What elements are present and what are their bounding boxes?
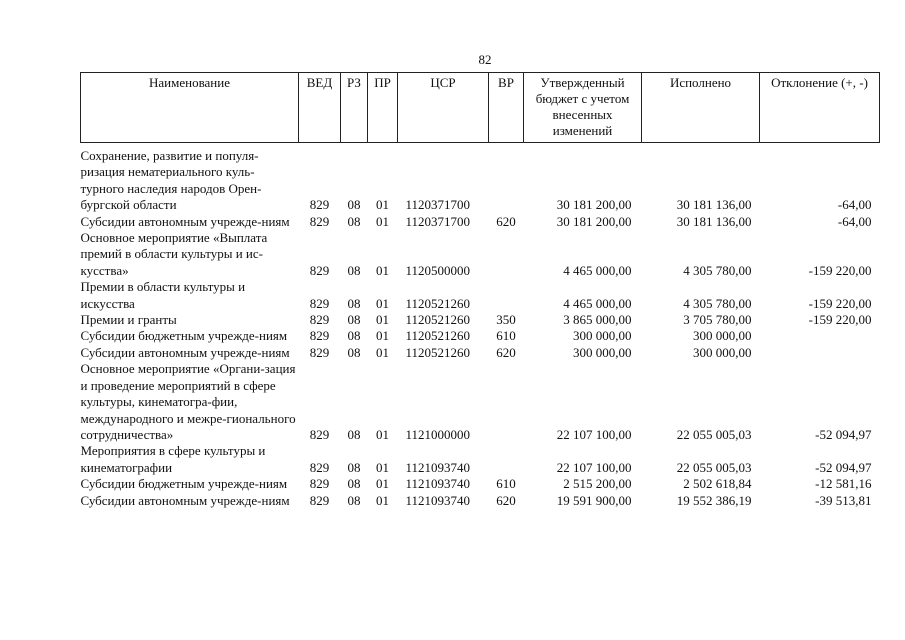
row-executed: 22 055 005,03 <box>676 426 752 442</box>
row-csr: 1120371700 <box>405 213 471 229</box>
row-deviation: -64,00 <box>837 197 872 213</box>
row-executed: 300 000,00 <box>693 344 752 360</box>
row-csr: 1120500000 <box>405 262 471 278</box>
row-approved: 22 107 100,00 <box>556 426 632 442</box>
budget-table <box>80 72 880 509</box>
header-name: Наименование <box>81 73 299 143</box>
row-name: Основное мероприятие «Выплата премий в области культуры и ис-кусства» <box>80 230 268 278</box>
row-pr: 01 <box>376 328 389 344</box>
table-row <box>81 476 880 492</box>
row-executed: 22 055 005,03 <box>676 459 752 475</box>
row-csr: 1121093740 <box>405 492 471 508</box>
row-ved: 829 <box>309 492 330 508</box>
row-rz: 08 <box>347 459 361 475</box>
row-pr: 01 <box>376 459 389 475</box>
row-csr: 1120521260 <box>405 328 471 344</box>
row-pr: 01 <box>376 476 389 492</box>
table-row <box>81 328 880 344</box>
row-ved: 829 <box>309 262 330 278</box>
row-ved: 829 <box>309 344 330 360</box>
row-ved: 829 <box>309 213 330 229</box>
row-approved: 300 000,00 <box>573 344 632 360</box>
row-csr: 1120521260 <box>405 344 471 360</box>
row-deviation: -39 513,81 <box>815 492 872 508</box>
row-name: Основное мероприятие «Органи-зация и проведение мероприятий в сфере культуры, кинематогра-фии, международного и межре-гионального сотрудничества» <box>80 361 296 442</box>
row-deviation: -64,00 <box>837 213 872 229</box>
row-name: Субсидии бюджетным учрежде-ниям <box>80 476 288 492</box>
row-deviation: -159 220,00 <box>808 312 872 328</box>
row-approved: 19 591 900,00 <box>556 492 632 508</box>
row-rz: 08 <box>347 213 361 229</box>
table-row <box>81 148 880 214</box>
row-vr: 620 <box>496 492 516 508</box>
row-name: Премии и гранты <box>80 312 177 328</box>
row-csr: 1120521260 <box>405 312 471 328</box>
row-deviation <box>760 345 880 361</box>
row-pr: 01 <box>376 426 389 442</box>
table-row <box>81 361 880 443</box>
table-row <box>81 345 880 361</box>
table-row <box>81 493 880 509</box>
row-name: Премии в области культуры и искусства <box>80 279 246 311</box>
header-deviation: Отклонение (+, -) <box>760 73 880 143</box>
row-executed: 3 705 780,00 <box>683 312 752 328</box>
row-name: Субсидии автономным учрежде-ниям <box>80 492 290 508</box>
table-row <box>81 443 880 476</box>
row-csr: 1120371700 <box>405 197 471 213</box>
row-csr: 1121093740 <box>405 459 471 475</box>
row-vr: 610 <box>496 476 516 492</box>
row-approved: 2 515 200,00 <box>563 476 632 492</box>
header-pr: ПР <box>368 73 398 143</box>
row-name: Мероприятия в сфере культуры и кинематографии <box>80 443 266 475</box>
row-approved: 3 865 000,00 <box>563 312 632 328</box>
row-pr: 01 <box>376 262 389 278</box>
row-pr: 01 <box>376 295 389 311</box>
row-vr: 620 <box>496 344 516 360</box>
row-rz: 08 <box>347 328 361 344</box>
row-rz: 08 <box>347 295 361 311</box>
header-rz: РЗ <box>341 73 368 143</box>
row-vr <box>489 361 524 443</box>
row-name: Субсидии автономным учрежде-ниям <box>80 344 290 360</box>
row-executed: 30 181 136,00 <box>676 213 752 229</box>
row-rz: 08 <box>347 197 361 213</box>
row-pr: 01 <box>376 197 389 213</box>
row-ved: 829 <box>309 312 330 328</box>
row-csr: 1121093740 <box>405 476 471 492</box>
row-pr: 01 <box>376 492 389 508</box>
row-rz: 08 <box>347 492 361 508</box>
row-approved: 30 181 200,00 <box>556 213 632 229</box>
row-name: Сохранение, развитие и популя-ризация нематериального куль-турного наследия народов Орен-бургской области <box>80 148 262 213</box>
row-deviation: -52 094,97 <box>815 426 872 442</box>
row-deviation: -12 581,16 <box>815 476 872 492</box>
row-ved: 829 <box>309 476 330 492</box>
row-ved: 829 <box>309 295 330 311</box>
table-header <box>81 73 880 143</box>
table-row <box>81 312 880 328</box>
row-ved: 829 <box>309 459 330 475</box>
row-ved: 829 <box>309 426 330 442</box>
row-pr: 01 <box>376 213 389 229</box>
row-approved: 30 181 200,00 <box>556 197 632 213</box>
header-ved: ВЕД <box>299 73 341 143</box>
row-deviation <box>760 328 880 344</box>
row-vr <box>489 279 524 312</box>
row-rz: 08 <box>347 344 361 360</box>
row-deviation: -159 220,00 <box>808 295 872 311</box>
header-csr: ЦСР <box>398 73 489 143</box>
row-vr: 620 <box>496 213 516 229</box>
row-executed: 4 305 780,00 <box>683 262 752 278</box>
row-executed: 19 552 386,19 <box>676 492 752 508</box>
row-approved: 300 000,00 <box>573 328 632 344</box>
row-approved: 22 107 100,00 <box>556 459 632 475</box>
header-executed: Исполнено <box>642 73 760 143</box>
row-vr: 610 <box>496 328 516 344</box>
header-vr: ВР <box>489 73 524 143</box>
row-rz: 08 <box>347 426 361 442</box>
row-vr <box>489 443 524 476</box>
table-row <box>81 214 880 230</box>
row-executed: 4 305 780,00 <box>683 295 752 311</box>
row-csr: 1120521260 <box>405 295 471 311</box>
row-rz: 08 <box>347 312 361 328</box>
table-body <box>81 143 880 509</box>
header-approved: Утвержденный бюджет с учетом внесенных изменений <box>524 73 642 143</box>
row-name: Субсидии автономным учрежде-ниям <box>80 213 290 229</box>
row-executed: 30 181 136,00 <box>676 197 752 213</box>
row-executed: 300 000,00 <box>693 328 752 344</box>
row-pr: 01 <box>376 312 389 328</box>
table-row <box>81 230 880 279</box>
row-deviation: -159 220,00 <box>808 262 872 278</box>
row-executed: 2 502 618,84 <box>683 476 752 492</box>
row-ved: 829 <box>309 328 330 344</box>
table-row <box>81 279 880 312</box>
row-approved: 4 465 000,00 <box>563 295 632 311</box>
row-rz: 08 <box>347 262 361 278</box>
row-deviation: -52 094,97 <box>815 459 872 475</box>
row-pr: 01 <box>376 344 389 360</box>
row-vr <box>489 230 524 279</box>
row-vr <box>489 148 524 214</box>
row-name: Субсидии бюджетным учрежде-ниям <box>80 328 288 344</box>
row-vr: 350 <box>496 312 516 328</box>
page-number: 82 <box>478 52 492 67</box>
row-ved: 829 <box>309 197 330 213</box>
row-csr: 1121000000 <box>405 426 471 442</box>
row-rz: 08 <box>347 476 361 492</box>
row-approved: 4 465 000,00 <box>563 262 632 278</box>
